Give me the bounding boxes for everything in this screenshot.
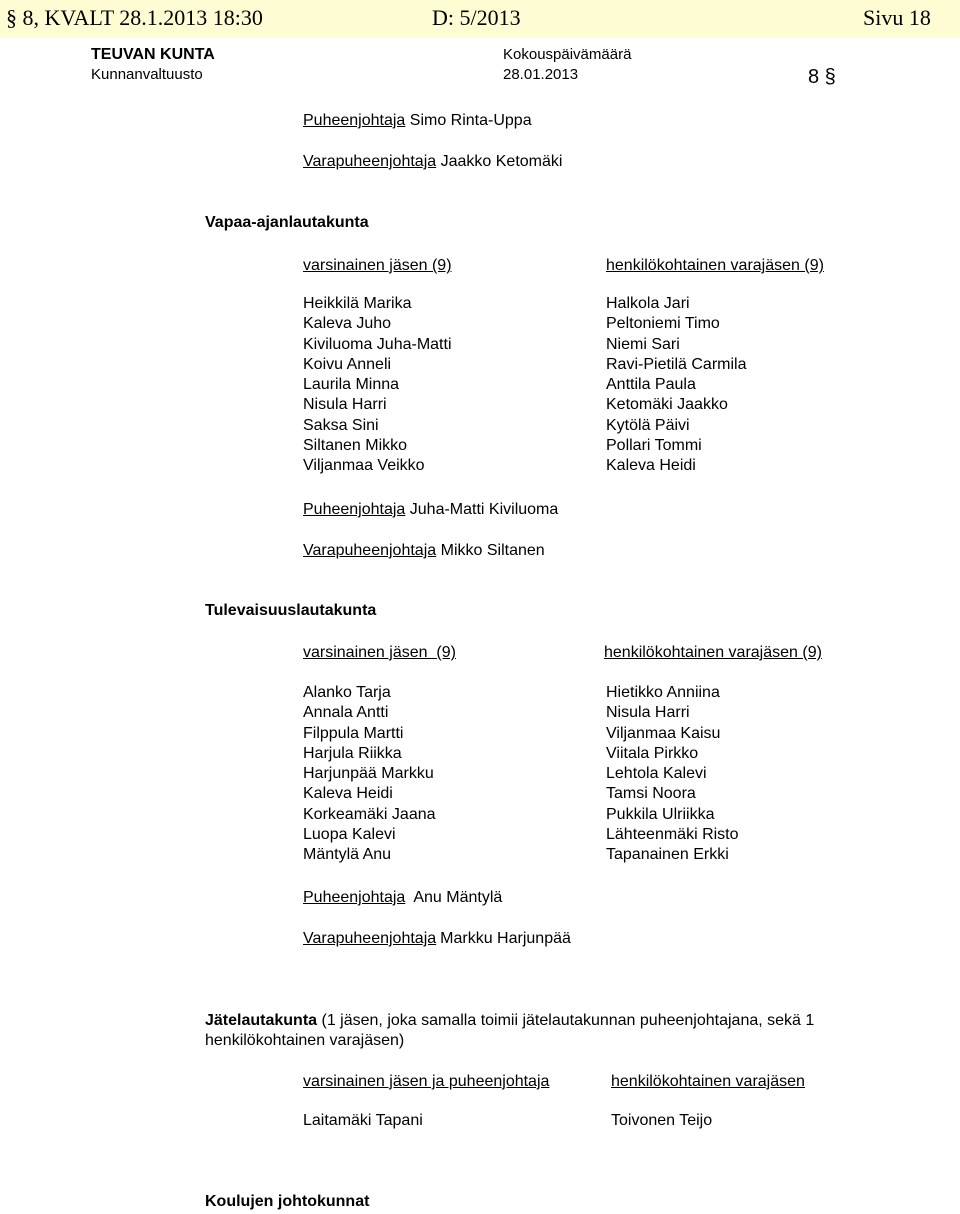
vice-chair-row-vapaa: [303, 541, 545, 560]
list-item: Harjula Riikka: [303, 744, 402, 762]
members-list-vapaa: [303, 294, 452, 477]
deputies-list-tulevaisuus: [606, 683, 739, 866]
members-header-jate: varsinainen jäsen ja puheenjohtaja: [303, 1073, 550, 1090]
deputies-header-vapaa: henkilökohtainen varajäsen (9): [606, 257, 824, 274]
chair-name: Simo Rinta-Uppa: [409, 112, 532, 129]
vice-chair-label: Varapuheenjohtaja: [303, 153, 437, 170]
list-item: Viljanmaa Veikko: [303, 457, 425, 475]
section-desc-jate-cont: henkilökohtainen varajäsen): [205, 1032, 405, 1049]
list-item: Harjunpää Markku: [303, 765, 434, 783]
list-item: Annala Antti: [303, 704, 389, 722]
list-item: Heikkilä Marika: [303, 295, 412, 312]
document-top-bar: [0, 0, 960, 38]
chair-row-tulevaisuus: [303, 888, 502, 907]
top-bar-page-number: Sivu 18: [863, 5, 931, 30]
list-item: Lähteenmäki Risto: [606, 826, 739, 844]
deputy-jate: Toivonen Teijo: [611, 1112, 713, 1129]
list-item: Viljanmaa Kaisu: [606, 724, 721, 742]
chair-label: Puheenjohtaja: [303, 501, 406, 518]
council-name: Kunnanvaltuusto: [91, 66, 203, 83]
org-name: TEUVAN KUNTA: [91, 46, 215, 63]
list-item: Pollari Tommi: [606, 437, 702, 455]
list-item: Hietikko Anniina: [606, 684, 720, 701]
chair-name: Juha-Matti Kiviluoma: [409, 501, 559, 518]
section-intro-jate: [205, 1011, 814, 1030]
members-header-tulevaisuus: varsinainen jäsen (9): [303, 644, 456, 661]
vice-chair-name: Mikko Siltanen: [440, 542, 545, 559]
list-item: Anttila Paula: [606, 376, 696, 394]
paragraph-number: 8 §: [808, 66, 836, 88]
vice-chair-label: Varapuheenjohtaja: [303, 542, 437, 559]
member-jate: Laitamäki Tapani: [303, 1112, 423, 1129]
list-item: Kaleva Heidi: [303, 785, 393, 803]
list-item: Lehtola Kalevi: [606, 765, 707, 783]
list-item: Kaleva Juho: [303, 315, 392, 333]
list-item: Filppula Martti: [303, 724, 404, 742]
vice-chair-name: Jaakko Ketomäki: [440, 153, 563, 170]
list-item: Nisula Harri: [303, 396, 387, 414]
list-item: Luopa Kalevi: [303, 826, 396, 844]
list-item: Laurila Minna: [303, 376, 400, 394]
list-item: Tapanainen Erkki: [606, 846, 729, 864]
meeting-date-label: Kokouspäivämäärä: [503, 46, 632, 63]
deputies-header-jate: henkilökohtainen varajäsen: [611, 1073, 805, 1090]
list-item: Korkeamäki Jaana: [303, 805, 436, 823]
top-bar-section-ref: § 8, KVALT 28.1.2013 18:30: [6, 5, 263, 30]
list-item: Koivu Anneli: [303, 355, 392, 373]
chair-row-vapaa: [303, 500, 558, 519]
chair-name: Anu Mäntylä: [413, 889, 503, 906]
members-header-vapaa: varsinainen jäsen (9): [303, 257, 452, 274]
list-item: Halkola Jari: [606, 295, 690, 312]
list-item: Kytölä Päivi: [606, 416, 690, 434]
deputies-header-tulevaisuus: henkilökohtainen varajäsen (9): [604, 644, 822, 661]
members-list-tulevaisuus: [303, 683, 436, 866]
vice-chair-label: Varapuheenjohtaja: [303, 930, 437, 947]
section-title-tulevaisuus: Tulevaisuuslautakunta: [205, 602, 377, 619]
top-bar-document-id: D: 5/2013: [432, 5, 521, 30]
section-desc-jate: (1 jäsen, joka samalla toimii jätelautakunnan puheenjohtajana, sekä 1: [321, 1012, 815, 1029]
list-item: Viitala Pirkko: [606, 744, 699, 762]
deputies-list-vapaa: [606, 294, 746, 477]
list-item: Ketomäki Jaakko: [606, 396, 728, 414]
chair-label: Puheenjohtaja: [303, 889, 406, 906]
list-item: Saksa Sini: [303, 416, 379, 434]
previous-vice-chair-row: [303, 152, 562, 171]
vice-chair-name: Markku Harjunpää: [440, 930, 571, 947]
list-item: Kaleva Heidi: [606, 457, 696, 475]
vice-chair-row-tulevaisuus: [303, 929, 571, 948]
list-item: Siltanen Mikko: [303, 437, 408, 455]
list-item: Niemi Sari: [606, 335, 680, 353]
meeting-date: 28.01.2013: [503, 66, 579, 83]
chair-label: Puheenjohtaja: [303, 112, 406, 129]
list-item: Nisula Harri: [606, 704, 690, 722]
list-item: Ravi-Pietilä Carmila: [606, 355, 747, 373]
list-item: Mäntylä Anu: [303, 846, 392, 864]
list-item: Pukkila Ulriikka: [606, 805, 715, 823]
section-title-koulut: Koulujen johtokunnat: [205, 1193, 370, 1210]
section-title-vapaa: Vapaa-ajanlautakunta: [205, 214, 369, 231]
section-title-jate: Jätelautakunta: [205, 1012, 318, 1029]
list-item: Peltoniemi Timo: [606, 315, 720, 333]
list-item: Kiviluoma Juha-Matti: [303, 335, 452, 353]
list-item: Tamsi Noora: [606, 785, 696, 803]
previous-chair-row: [303, 111, 532, 130]
list-item: Alanko Tarja: [303, 684, 391, 701]
